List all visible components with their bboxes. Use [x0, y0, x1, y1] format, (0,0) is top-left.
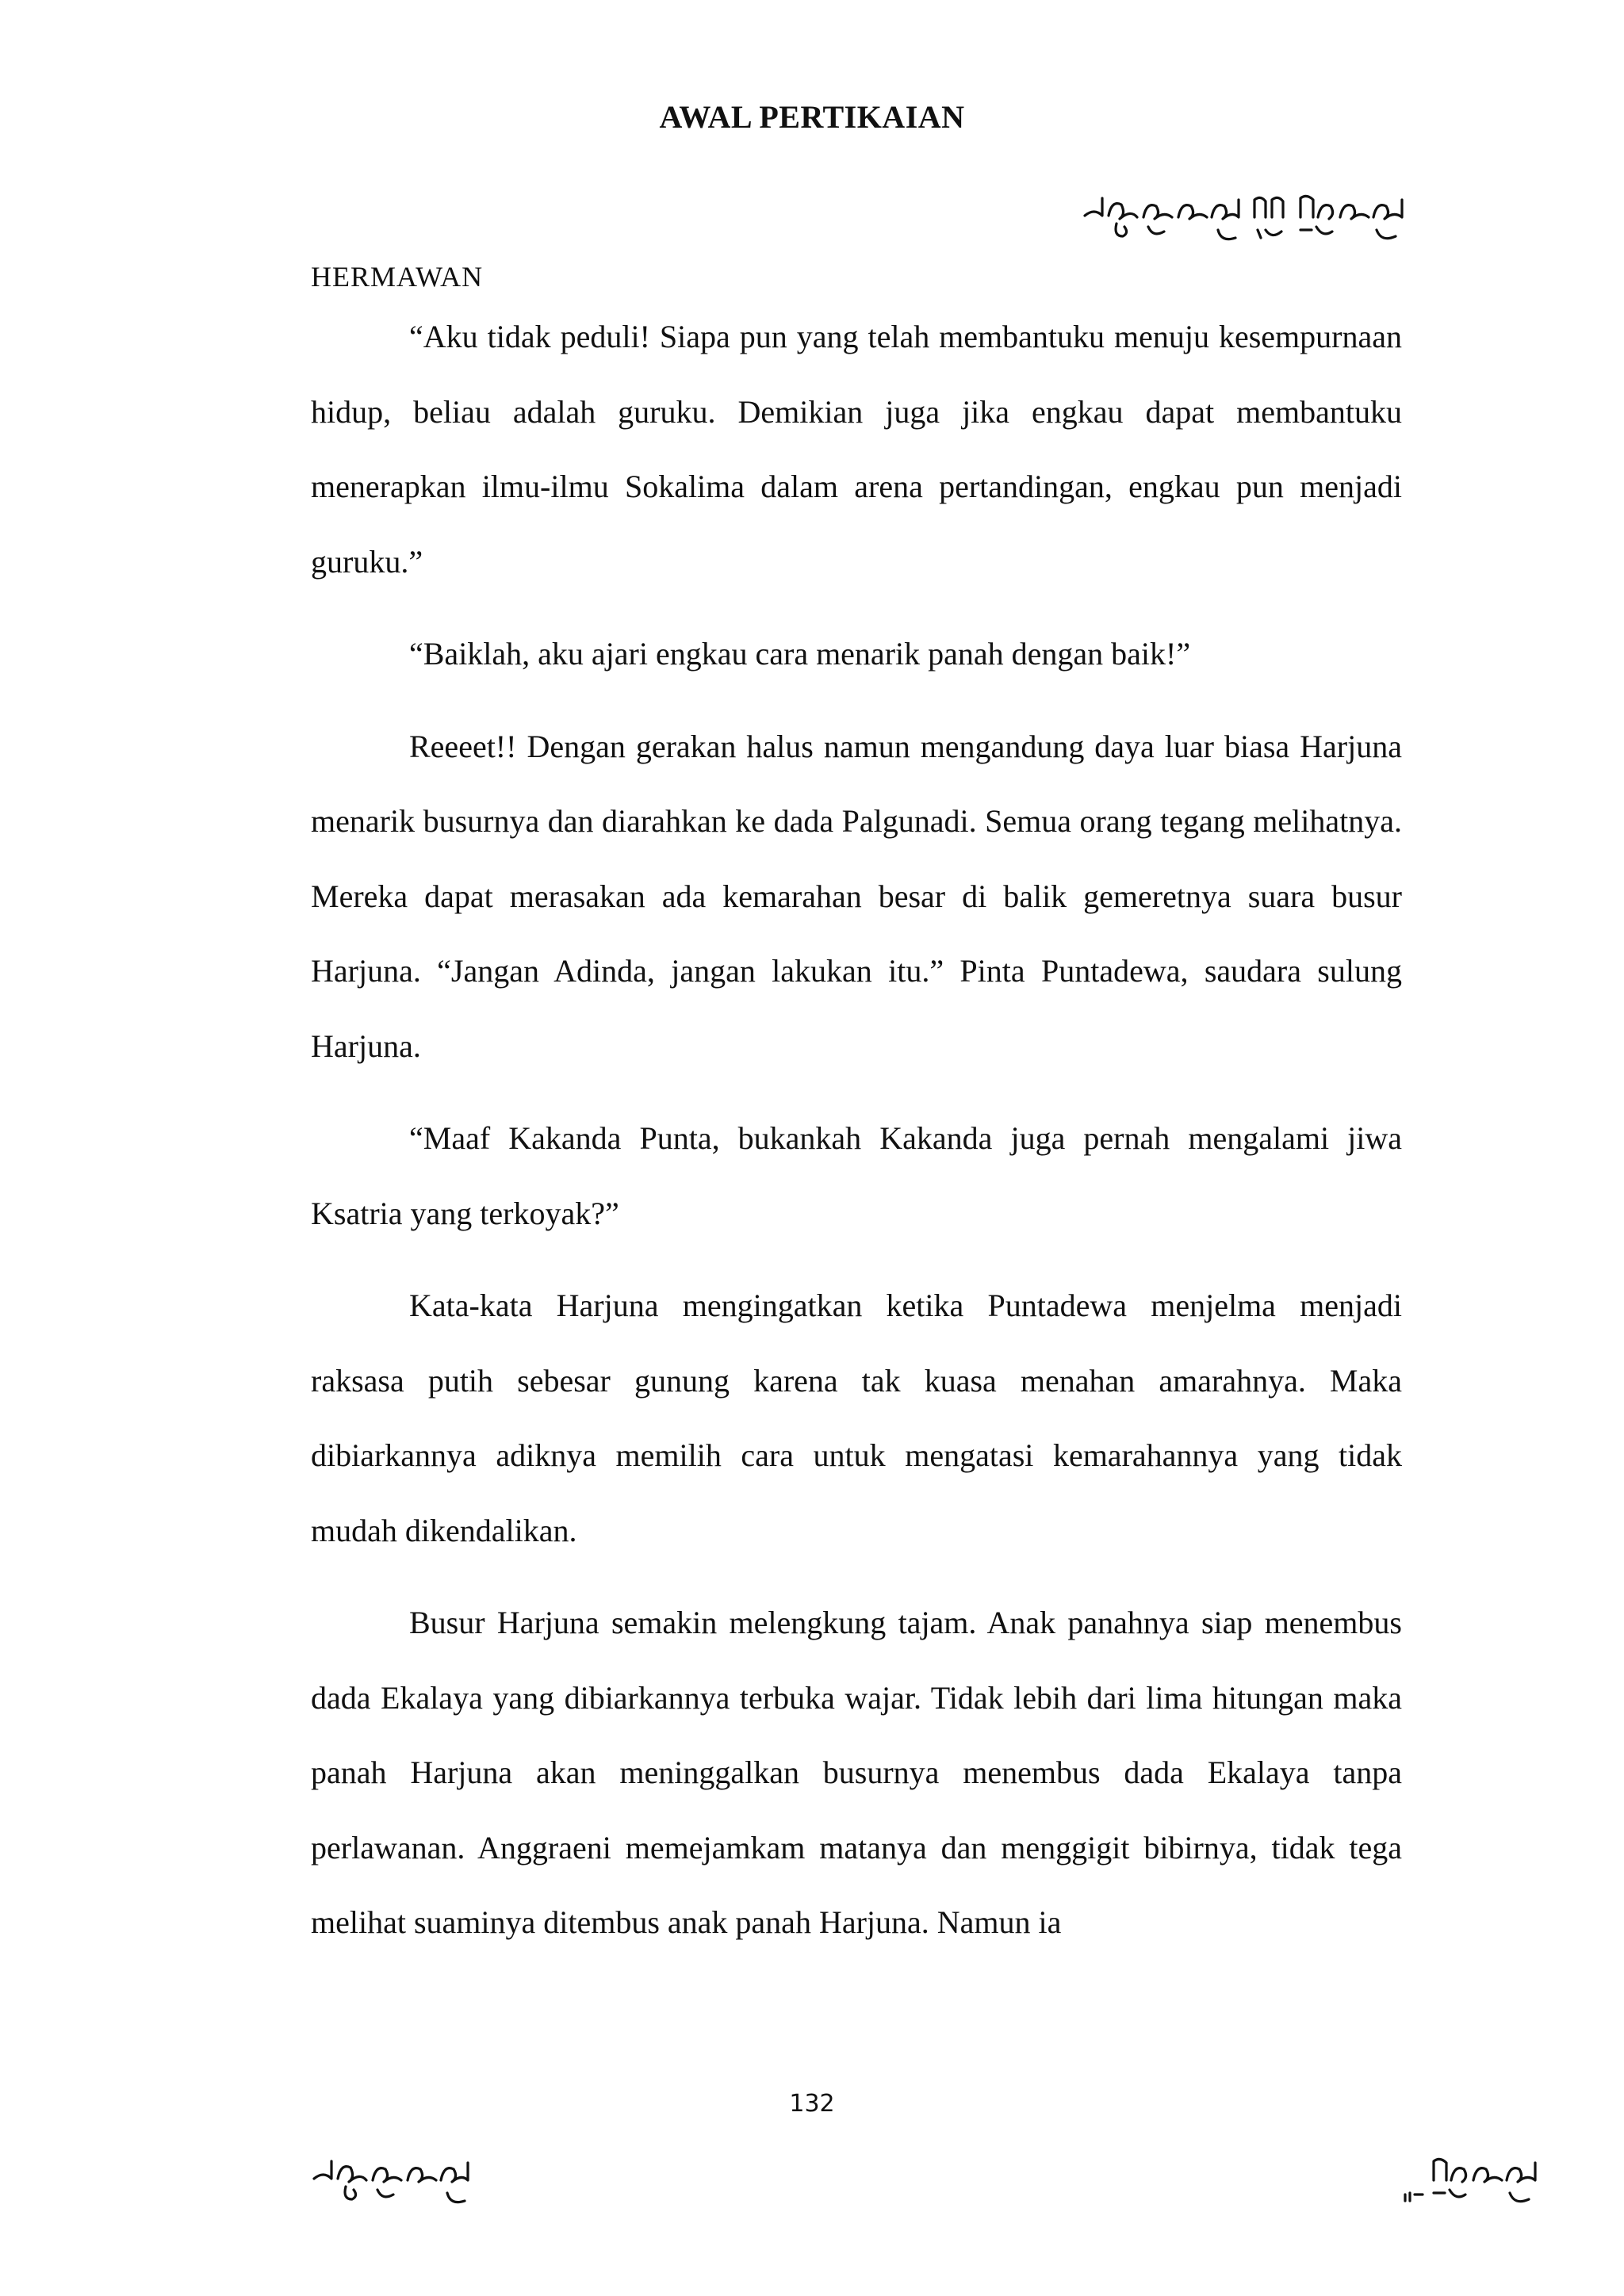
paragraph: “Aku tidak peduli! Siapa pun yang telah membantuku menuju kesempurnaan hidup, beliau adalah guruku. Demikian juga jika engkau dapat membantuku menerapkan ilmu-ilmu Sokalima dalam arena pertandingan, engkau pun menjadi guruku.”: [311, 319, 1402, 580]
paragraph: Kata-kata Harjuna mengingatkan ketika Puntadewa menjelma menjadi raksasa putih sebesar gunung karena tak kuasa menahan amarahnya. Maka dibiarkannya adiknya memilih cara untuk mengatasi kemarahannya yang tidak mudah dikendalikan.: [311, 1288, 1402, 1548]
paragraph: Reeeet!! Dengan gerakan halus namun mengandung daya luar biasa Harjuna menarik busurnya dan diarahkan ke dada Palgunadi. Semua orang tegang melihatnya. Mereka dapat merasakan ada kemarahan besar di balik gemeretnya suara busur Harjuna. “Jangan Adinda, jangan lakukan itu.” Pinta Puntadewa, saudara sulung Harjuna.: [311, 728, 1402, 1064]
javanese-script-header-icon: [1082, 190, 1415, 257]
paragraph: “Maaf Kakanda Punta, bukankah Kakanda juga pernah mengalami jiwa Ksatria yang terkoyak?”: [311, 1120, 1402, 1231]
javanese-script-footer-left-icon: [311, 2153, 501, 2220]
page-number: 132: [789, 2090, 835, 2118]
page-title: AWAL PERTIKAIAN: [659, 99, 965, 135]
paragraph: “Baiklah, aku ajari engkau cara menarik panah dengan baik!”: [409, 636, 1191, 672]
story-body: [311, 300, 1402, 1961]
author-name: HERMAWAN: [311, 261, 484, 293]
paragraph: Busur Harjuna semakin melengkung tajam. Anak panahnya siap menembus dada Ekalaya yang dibiarkannya terbuka wajar. Tidak lebih dari lima hitungan maka panah Harjuna akan meninggalkan busurnya menembus dada Ekalaya tanpa perlawanan. Anggraeni memejamkam matanya dan menggigit bibirnya, tidak tega melihat suaminya ditembus anak panah Harjuna. Namun ia: [311, 1605, 1402, 1940]
javanese-script-footer-right-icon: [1402, 2153, 1561, 2220]
